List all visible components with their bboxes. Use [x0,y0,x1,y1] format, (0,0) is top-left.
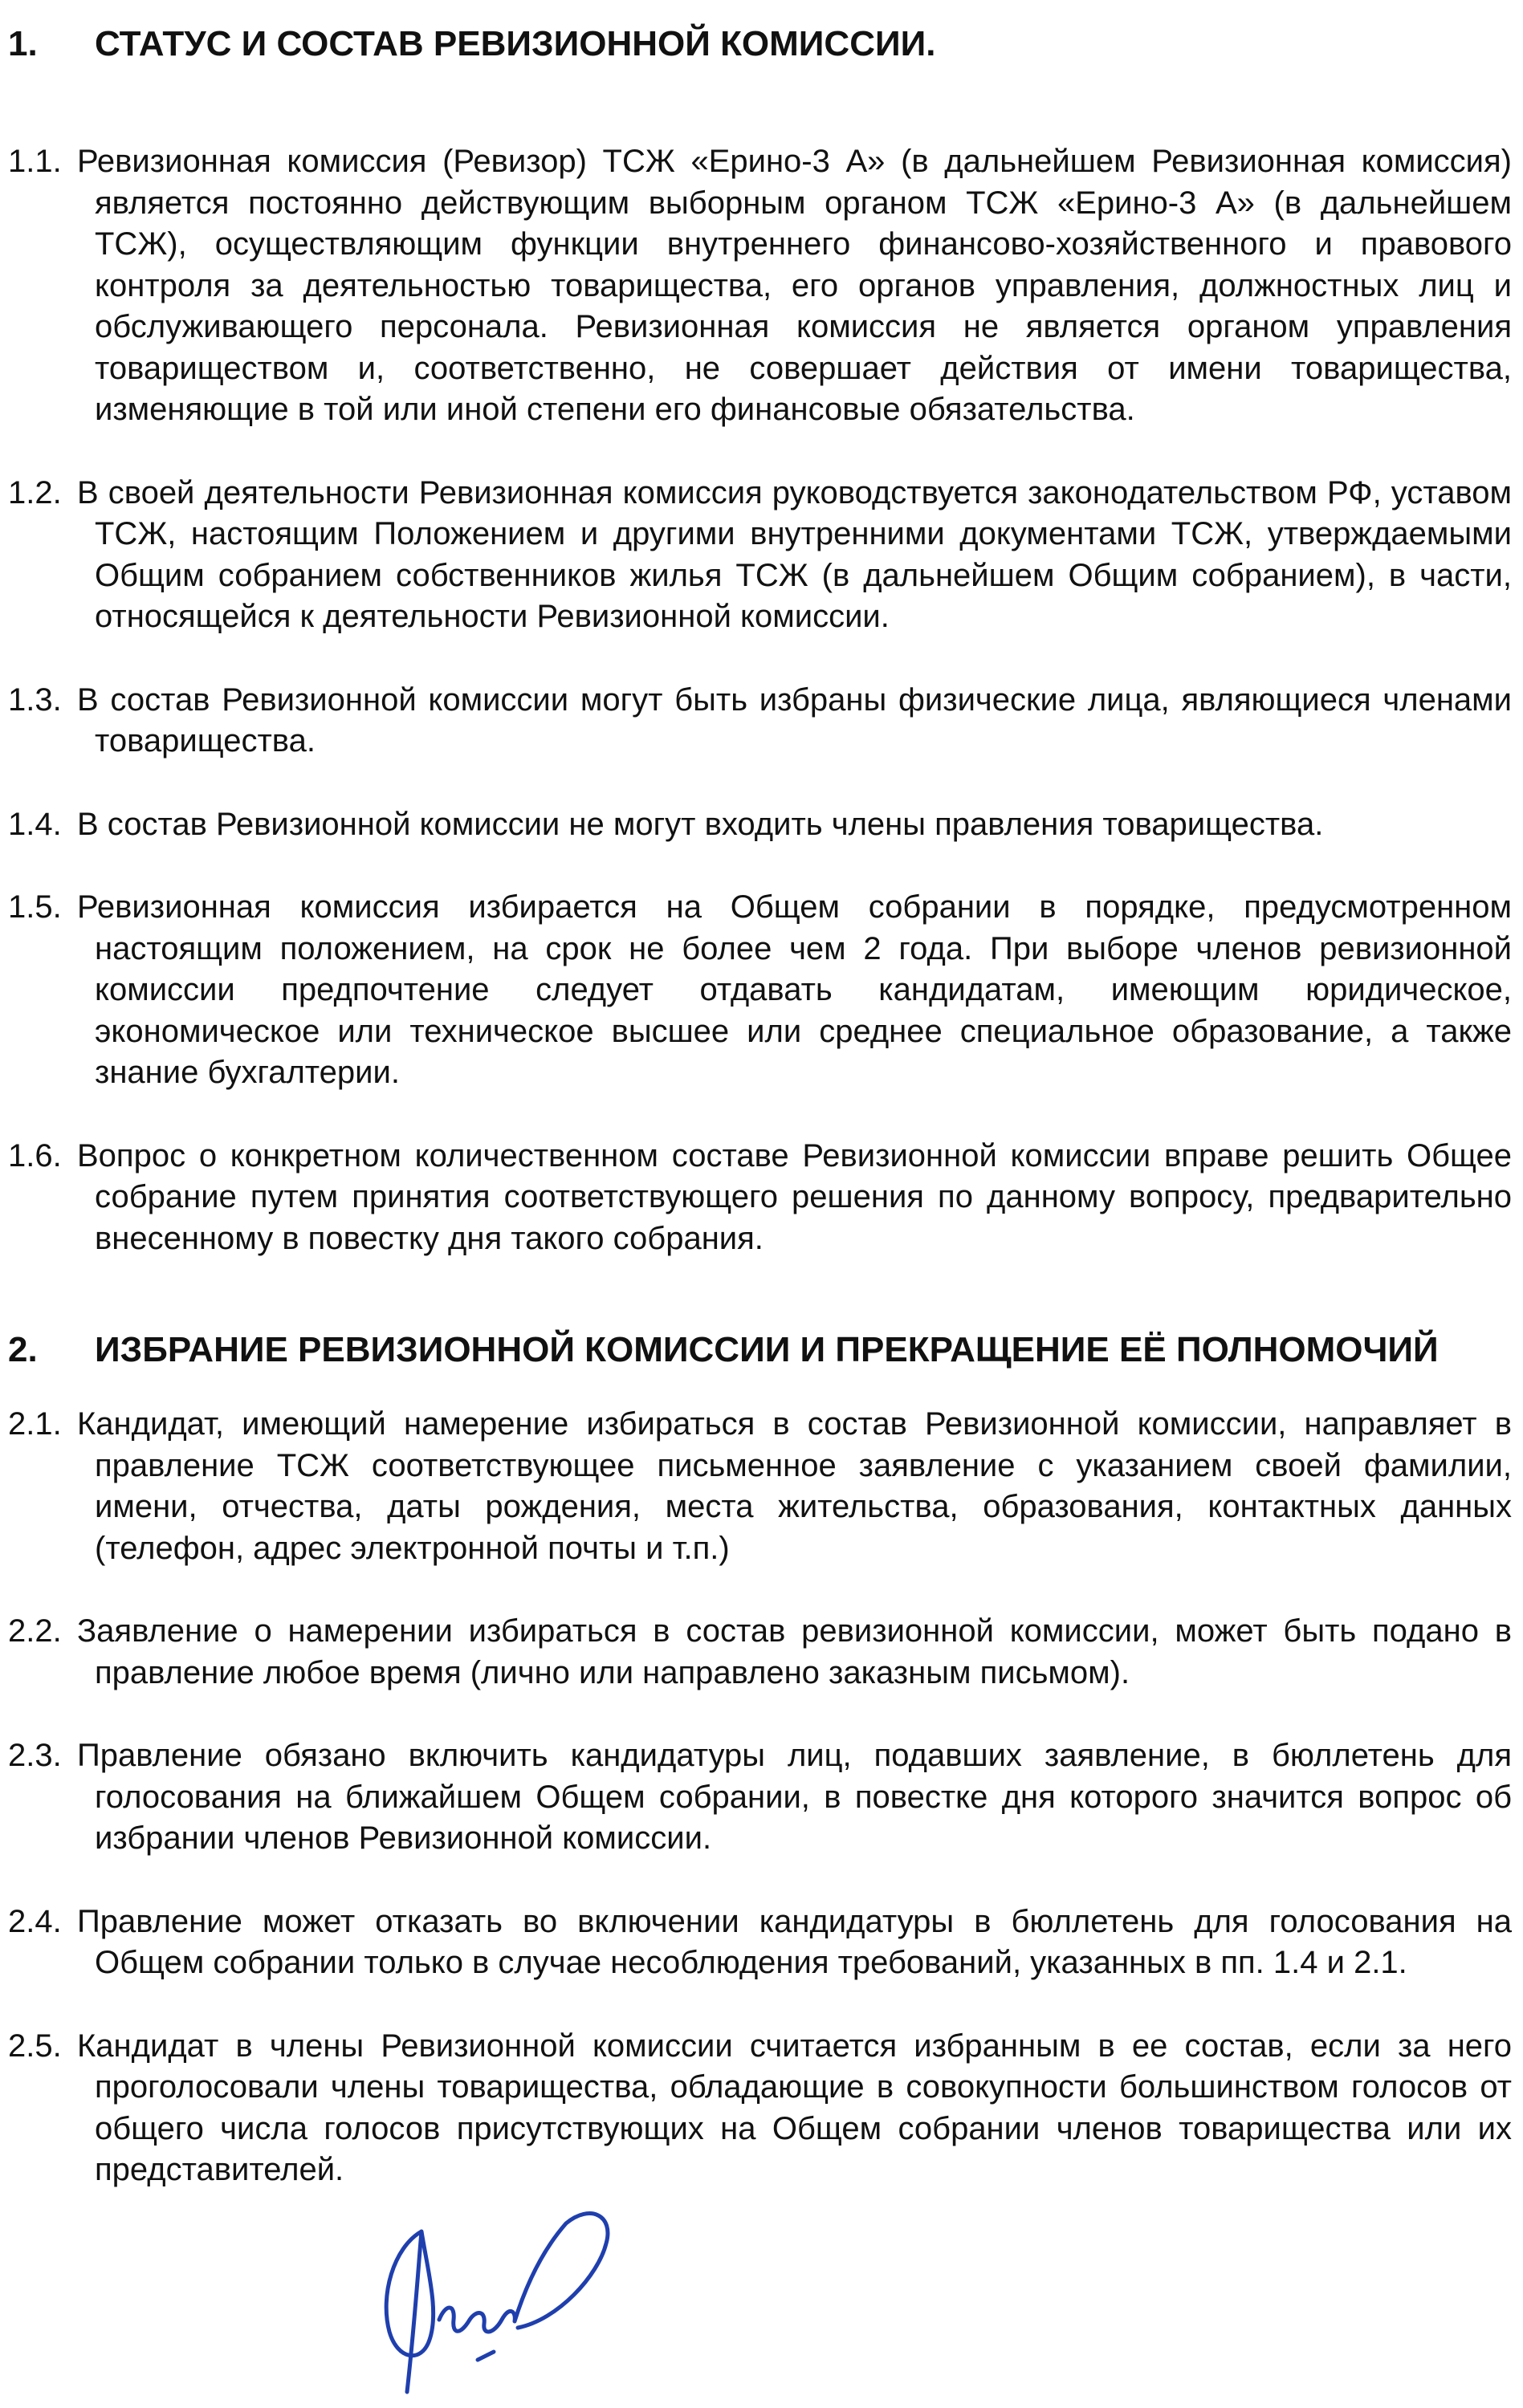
clause-2-5 [8,2026,1512,2191]
section-2-title: ИЗБРАНИЕ РЕВИЗИОННОЙ КОМИССИИ И ПРЕКРАЩЕНИЕ ЕЁ ПОЛНОМОЧИЙ [95,1330,1439,1369]
clause-1-1 [8,141,1512,431]
clause-1-2 [8,473,1512,638]
clause-text: Вопрос о конкретном количественном составе Ревизионной комиссии вправе решить Общее собрание путем принятия соответствующего решения по данному вопросу, предварительно внесенному в повестку дня такого собрания. [77,1137,1512,1256]
clause-number: 1.5. [8,889,62,925]
clause-number: 2.1. [8,1406,62,1442]
section-2-heading [8,1328,1491,1372]
clause-number: 2.4. [8,1903,62,1939]
clause-text: Правление обязано включить кандидатуры лиц, подавших заявление, в бюллетень для голосования на ближайшем Общем собрании, в повестке дня которого значится вопрос об избрании членов Ревизионной комиссии. [77,1738,1512,1856]
clause-2-2 [8,1611,1512,1694]
clause-2-1 [8,1404,1512,1569]
clause-text: Ревизионная комиссия (Ревизор) ТСЖ «Ерино-3 А» (в дальнейшем Ревизионная комиссия) является постоянно действующим выборным органом ТСЖ «Ерино-3 А» (в дальнейшем ТСЖ), осуществляющим функции внутреннего финансово-хозяйственного и правового контроля за деятельностью товарищества, его органов управления, должностных лиц и обслуживающего персонала. Ревизионная комиссия не является органом управления товариществом и, соответственно, не совершает действия от имени товарищества, изменяющие в той или иной степени его финансовые обязательства. [77,144,1512,427]
section-2-number: 2. [8,1330,38,1369]
clause-number: 2.2. [8,1613,62,1649]
clause-2-4 [8,1902,1512,1984]
clause-text: Кандидат, имеющий намерение избираться в состав Ревизионной комиссии, направляет в правление ТСЖ соответствующее письменное заявление с указанием своей фамилии, имени, отчества, даты рождения, места жительства, образования, контактных данных (телефон, адрес электронной почты и т.п.) [77,1406,1512,1566]
section-1-number: 1. [8,24,38,63]
section-1-heading [8,22,1491,66]
section-1-title: СТАТУС И СОСТАВ РЕВИЗИОННОЙ КОМИССИИ. [95,24,936,63]
clause-text: Заявление о намерении избираться в состав ревизионной комиссии, может быть подано в правление любое время (лично или направлено заказным письмом). [77,1613,1512,1690]
clause-text: В состав Ревизионной комиссии могут быть избраны физические лица, являющиеся членами товарищества. [77,681,1512,759]
clause-text: Ревизионная комиссия избирается на Общем собрании в порядке, предусмотренном настоящим положением, на срок не более чем 2 года. При выборе членов ревизионной комиссии предпочтение следует отдавать кандидатам, имеющим юридическое, экономическое или техническое высшее или среднее специальное образование, а также знание бухгалтерии. [77,889,1512,1090]
clause-1-4 [8,804,1512,846]
clause-number: 1.1. [8,144,62,179]
clause-number: 1.6. [8,1137,62,1173]
clause-number: 1.3. [8,681,62,718]
clause-1-3 [8,680,1512,763]
clause-1-6 [8,1136,1512,1260]
clause-text: Кандидат в члены Ревизионной комиссии считается избранным в ее состав, если за него проголосовали члены товарищества, обладающие в совокупности большинством голосов от общего числа голосов присутствующих на Общем собрании членов товарищества или их представителей. [77,2028,1512,2187]
clause-number: 2.5. [8,2028,62,2064]
clause-text: Правление может отказать во включении кандидатуры в бюллетень для голосования на Общем собрании только в случае несоблюдения требований, указанных в пп. 1.4 и 2.1. [77,1903,1512,1980]
clause-2-3 [8,1735,1512,1860]
clause-text: В состав Ревизионной комиссии не могут входить члены правления товарищества. [77,806,1324,842]
clause-number: 1.2. [8,474,62,510]
signature-icon [365,2199,630,2400]
handwritten-signature [365,2199,630,2400]
clause-text: В своей деятельности Ревизионная комиссия руководствуется законодательством РФ, уставом ТСЖ, настоящим Положением и другими внутренними документами ТСЖ, утверждаемыми Общим собранием собственников жилья ТСЖ (в дальнейшем Общим собранием), в части, относящейся к деятельности Ревизионной комиссии. [77,474,1512,634]
clause-number: 1.4. [8,806,62,842]
clause-number: 2.3. [8,1738,62,1773]
clause-1-5 [8,887,1512,1094]
